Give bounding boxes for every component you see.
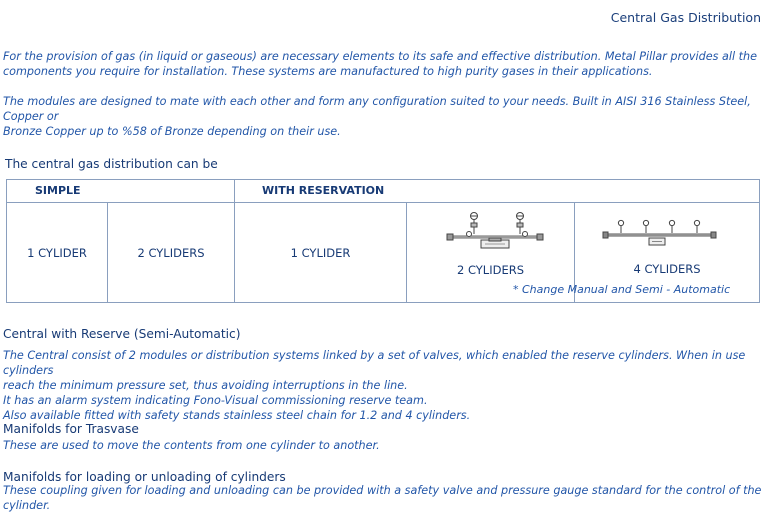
page-title: Central Gas Distribution <box>610 10 761 25</box>
section-loading-heading: Manifolds for loading or unloading of cylinders <box>3 470 286 484</box>
section-loading-text <box>3 483 765 513</box>
header-simple: SIMPLE <box>35 184 81 197</box>
intro-p1-line1: For the provision of gas (in liquid or gaseous) are necessary elements to its safe and effective distribution. Metal Pillar provides all the <box>3 50 757 63</box>
reserve-line4: Also available fitted with safety stands stainless steel chain for 1.2 and 4 cylinders. <box>3 409 471 422</box>
header-with-reservation: WITH RESERVATION <box>262 184 385 197</box>
intro-paragraph-2 <box>3 94 765 139</box>
table-heading: The central gas distribution can be <box>5 157 218 171</box>
loading-line1: These coupling given for loading and unloading can be provided with a safety valve and pressure gauge standard for the control of the cylinder. <box>3 484 762 512</box>
table-header-divider <box>7 202 759 203</box>
cell-reserve-4-cylinders: 4 CYLIDERS <box>633 262 701 276</box>
table-divider-main <box>234 180 235 302</box>
manifold-2-cylinders-illustration <box>445 210 545 254</box>
cell-reserve-1-cylinder: 1 CYLIDER <box>290 246 351 260</box>
reserve-line3: It has an alarm system indicating Fono-Visual commissioning reserve team. <box>3 394 428 407</box>
cell-simple-1-cylinder: 1 CYLIDER <box>27 246 87 260</box>
section-trasvase-heading: Manifolds for Trasvase <box>3 422 139 436</box>
intro-p2-line2: Bronze Copper up to %58 of Bronze depending on their use. <box>3 125 341 138</box>
reserve-line1: The Central consist of 2 modules or distribution systems linked by a set of valves, which enabled the reserve cylinders. When in use cylinders <box>3 349 746 377</box>
distribution-table <box>6 179 760 303</box>
table-divider-reserve-1 <box>406 202 407 302</box>
trasvase-line1: These are used to move the contents from one cylinder to another. <box>3 439 380 452</box>
reserve-line2: reach the minimum pressure set, thus avoiding interruptions in the line. <box>3 379 408 392</box>
manifold-4-cylinders-illustration <box>602 218 717 250</box>
intro-paragraph-1 <box>3 49 765 79</box>
intro-p2-line1: The modules are designed to mate with each other and form any configuration suited to your needs. Built in AISI 316 Stainless Steel, Copper or <box>3 95 751 123</box>
section-reserve-text <box>3 348 765 423</box>
section-trasvase-text <box>3 438 765 453</box>
table-footnote: * Change Manual and Semi - Automatic <box>513 283 731 296</box>
section-reserve-heading: Central with Reserve (Semi-Automatic) <box>3 327 241 341</box>
intro-p1-line2: components you require for installation. These systems are manufactured to high purity gases in their applications. <box>3 65 653 78</box>
cell-simple-2-cylinders: 2 CYLIDERS <box>137 246 205 260</box>
cell-reserve-2-cylinders: 2 CYLIDERS <box>456 263 525 277</box>
